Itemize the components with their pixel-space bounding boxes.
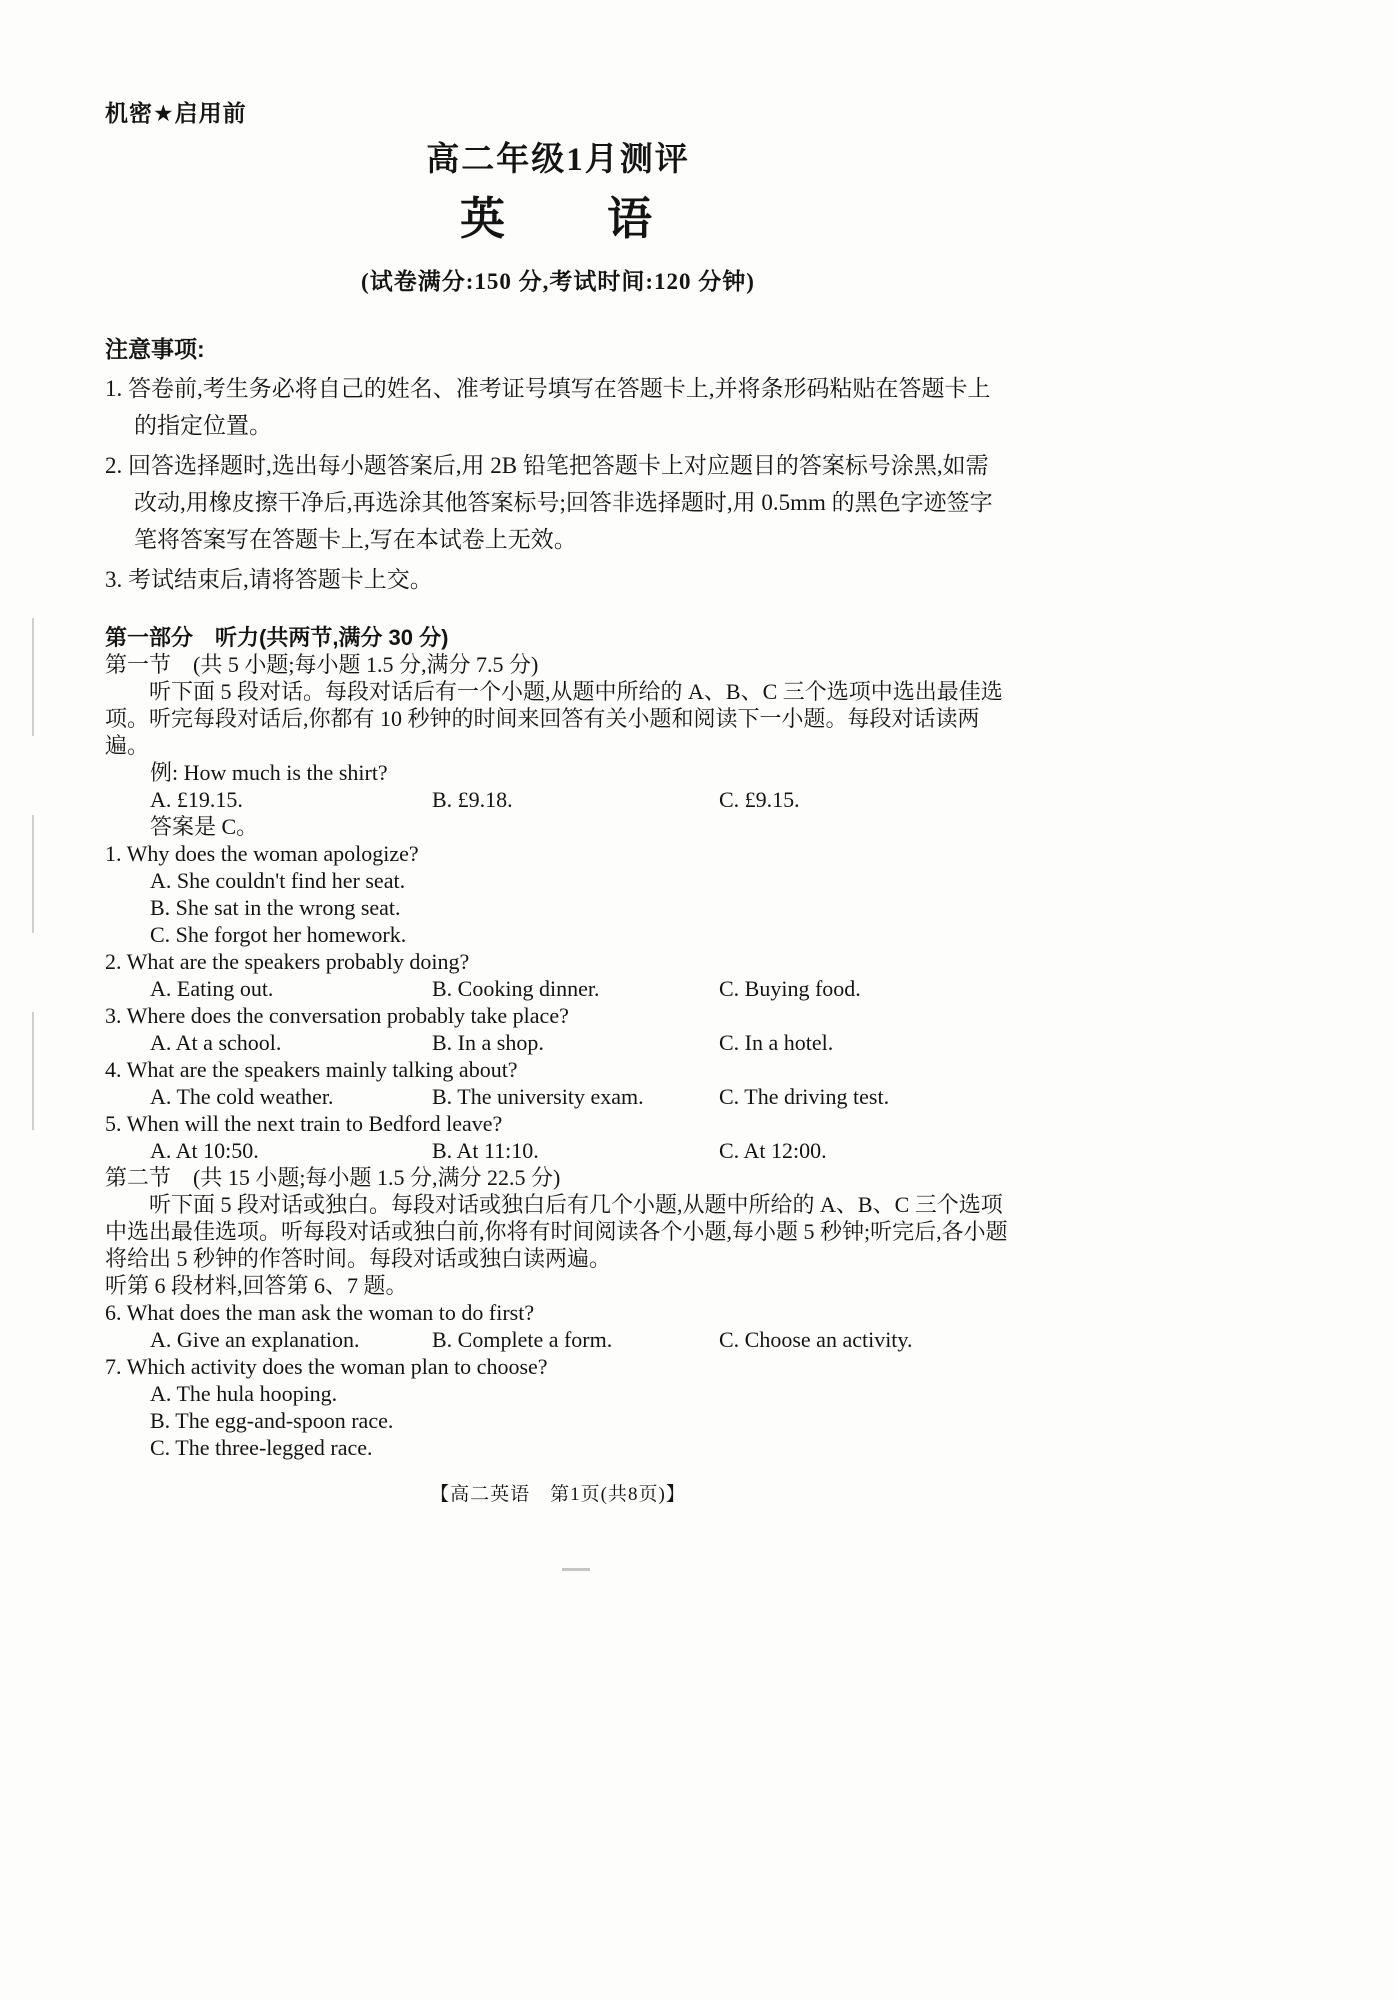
option-a: A. She couldn't find her seat. — [150, 868, 406, 893]
page-footer: 【高二英语 第1页(共8页)】 — [430, 1484, 686, 1505]
question-text: 3. Where does the conversation probably take place? — [105, 1003, 569, 1028]
question-text: 5. When will the next train to Bedford leave? — [105, 1111, 503, 1136]
option-c: C. The driving test. — [719, 1084, 890, 1109]
example-answer: 答案是 C。 — [150, 814, 259, 839]
option-c: C. £9.15. — [719, 787, 800, 812]
exam-info-line: (试卷满分:150 分,考试时间:120 分钟) — [361, 269, 755, 294]
exam-title: 高二年级1月测评 — [426, 142, 690, 178]
exam-subject: 英 语 — [459, 194, 656, 244]
option-c: C. At 12:00. — [719, 1138, 827, 1163]
option-a: A. Eating out. — [150, 976, 274, 1001]
option-b: B. The university exam. — [432, 1084, 644, 1109]
option-b: B. Complete a form. — [432, 1327, 613, 1352]
option-a: A. At a school. — [150, 1030, 282, 1055]
option-b: B. Cooking dinner. — [432, 976, 600, 1001]
option-a: A. Give an explanation. — [150, 1327, 360, 1352]
question-options — [105, 1137, 1011, 1164]
option-a: A. The cold weather. — [150, 1084, 334, 1109]
section2-instructions: 听下面 5 段对话或独白。每段对话或独白后有几个小题,从题中所给的 A、B、C 三个选项中选出最佳选项。听每段对话或独白前,你将有时间阅读各个小题,每小题 5 秒钟;听完后,各小题将给出 5 秒钟的作答时间。每段对话或独白读两遍。 — [105, 1192, 1008, 1271]
question-text: 7. Which activity does the woman plan to choose? — [105, 1354, 548, 1379]
option-a: A. The hula hooping. — [150, 1381, 338, 1406]
question-7 — [105, 1353, 1011, 1461]
question-2 — [105, 948, 1011, 1002]
listening-part — [105, 624, 1011, 1461]
option-b: B. £9.18. — [432, 787, 513, 812]
option-b: B. In a shop. — [432, 1030, 544, 1055]
question-options — [105, 975, 1011, 1002]
confidential-label: 机密★启用前 — [105, 100, 247, 126]
notice-item-1: 1. 答卷前,考生务必将自己的姓名、准考证号填写在答题卡上,并将条形码粘贴在答题卡上的指定位置。 — [105, 376, 991, 438]
scan-artifact — [32, 618, 34, 736]
scan-artifact — [562, 1568, 590, 1571]
question-3 — [105, 1002, 1011, 1056]
scan-artifact — [32, 815, 34, 933]
question-text: 6. What does the man ask the woman to do first? — [105, 1300, 535, 1325]
option-c: C. Choose an activity. — [719, 1327, 913, 1352]
part1-heading: 第一部分 听力(共两节,满分 30 分) — [105, 625, 449, 650]
question-1 — [105, 840, 1011, 948]
question-text: 2. What are the speakers probably doing? — [105, 949, 470, 974]
section1-heading: 第一节 (共 5 小题;每小题 1.5 分,满分 7.5 分) — [105, 652, 539, 677]
option-c: C. The three-legged race. — [150, 1435, 373, 1460]
section1-instructions: 听下面 5 段对话。每段对话后有一个小题,从题中所给的 A、B、C 三个选项中选出最佳选项。听完每段对话后,你都有 10 秒钟的时间来回答有关小题和阅读下一小题。每段对话读两遍。 — [105, 679, 1003, 758]
question-options — [105, 1029, 1011, 1056]
question-options — [105, 1083, 1011, 1110]
option-a: A. At 10:50. — [150, 1138, 259, 1163]
example-options — [105, 786, 1011, 813]
question-options — [105, 1326, 1011, 1353]
notice-item-3: 3. 考试结束后,请将答题卡上交。 — [105, 567, 433, 592]
notice-item-2: 2. 回答选择题时,选出每小题答案后,用 2B 铅笔把答题卡上对应题目的答案标号涂黑,如需改动,用橡皮擦干净后,再选涂其他答案标号;回答非选择题时,用 0.5mm 的黑色字迹签字笔将答案写在答题卡上,写在本试卷上无效。 — [105, 453, 993, 552]
example-block — [105, 759, 1011, 840]
question-5 — [105, 1110, 1011, 1164]
option-c: C. In a hotel. — [719, 1030, 834, 1055]
option-b: B. At 11:10. — [432, 1138, 539, 1163]
question-6 — [105, 1299, 1011, 1353]
option-a: A. £19.15. — [150, 787, 243, 812]
notice-section — [105, 334, 1011, 598]
scan-artifact — [32, 1012, 34, 1130]
exam-content — [105, 100, 1011, 1507]
option-c: C. She forgot her homework. — [150, 922, 407, 947]
question-4 — [105, 1056, 1011, 1110]
section2-heading: 第二节 (共 15 小题;每小题 1.5 分,满分 22.5 分) — [105, 1165, 561, 1190]
option-b: B. The egg-and-spoon race. — [150, 1408, 394, 1433]
material-note: 听第 6 段材料,回答第 6、7 题。 — [105, 1273, 408, 1298]
option-c: C. Buying food. — [719, 976, 861, 1001]
question-text: 4. What are the speakers mainly talking about? — [105, 1057, 518, 1082]
option-b: B. She sat in the wrong seat. — [150, 895, 401, 920]
example-question: 例: How much is the shirt? — [150, 760, 388, 785]
notice-title: 注意事项: — [105, 336, 205, 362]
question-text: 1. Why does the woman apologize? — [105, 841, 419, 866]
